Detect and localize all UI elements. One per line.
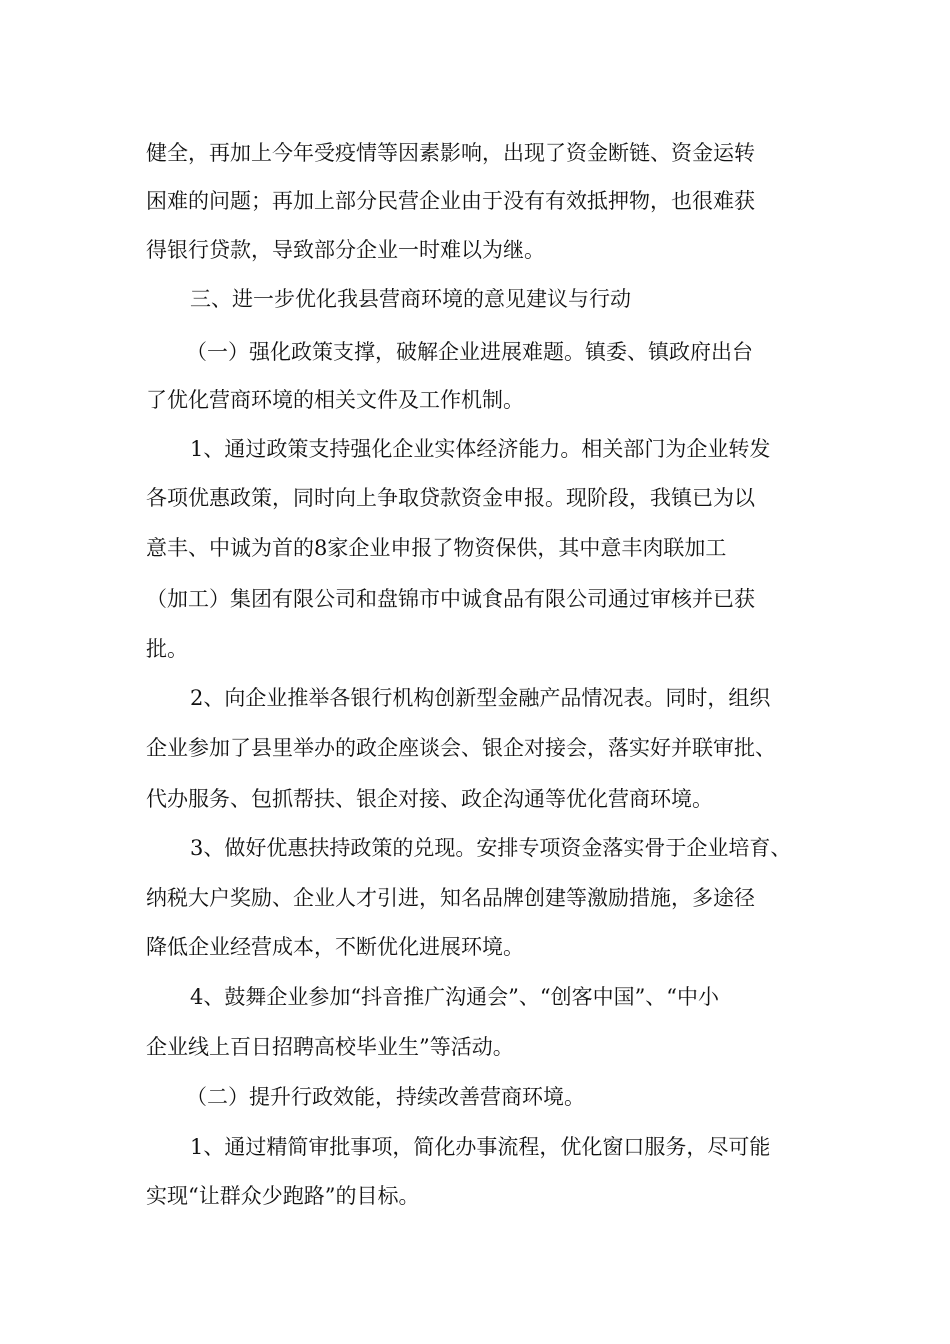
text-line: 了优化营商环境的相关文件及工作机制。	[146, 388, 524, 412]
text-line: 纳税大户奖励、企业人才引进，知名品牌创建等激励措施，多途径	[146, 886, 755, 910]
text-line: 实现“让群众少跑路”的目标。	[146, 1184, 420, 1208]
section-heading: 三、进一步优化我县营商环境的意见建议与行动	[190, 287, 631, 311]
text-line: 降低企业经营成本，不断优化进展环境。	[146, 935, 524, 959]
text-line: 1、通过政策支持强化企业实体经济能力。相关部门为企业转发	[190, 437, 771, 461]
text-line: 3、做好优惠扶持政策的兑现。安排专项资金落实骨于企业培育、	[190, 836, 792, 860]
text-line: （加工）集团有限公司和盘锦市中诚食品有限公司通过审核并已获	[146, 587, 755, 611]
text-line: 健全，再加上今年受疫情等因素影响，出现了资金断链、资金运转	[146, 141, 755, 165]
text-line: 4、鼓舞企业参加“抖音推广沟通会”、“创客中国”、“中小	[190, 985, 720, 1009]
text-line: 企业线上百日招聘高校毕业生”等活动。	[146, 1035, 514, 1059]
subsection-heading: （一）强化政策支撑，破解企业进展难题。镇委、镇政府出台	[186, 340, 753, 364]
text-line: 代办服务、包抓帮扶、银企对接、政企沟通等优化营商环境。	[146, 787, 713, 811]
text-line: 企业参加了县里举办的政企座谈会、银企对接会，落实好并联审批、	[146, 736, 776, 760]
text-line: 各项优惠政策，同时向上争取贷款资金申报。现阶段，我镇已为以	[146, 486, 755, 510]
subsection-heading: （二）提升行政效能，持续改善营商环境。	[186, 1085, 585, 1109]
text-line: 批。	[146, 637, 188, 661]
text-line: 得银行贷款，导致部分企业一时难以为继。	[146, 238, 545, 262]
text-line: 2、向企业推举各银行机构创新型金融产品情况表。同时，组织	[190, 686, 771, 710]
text-line: 意丰、中诚为首的8家企业申报了物资保供，其中意丰肉联加工	[146, 536, 727, 560]
text-line: 困难的问题；再加上部分民营企业由于没有有效抵押物，也很难获	[146, 189, 755, 213]
text-line: 1、通过精简审批事项，简化办事流程，优化窗口服务，尽可能	[190, 1135, 771, 1159]
